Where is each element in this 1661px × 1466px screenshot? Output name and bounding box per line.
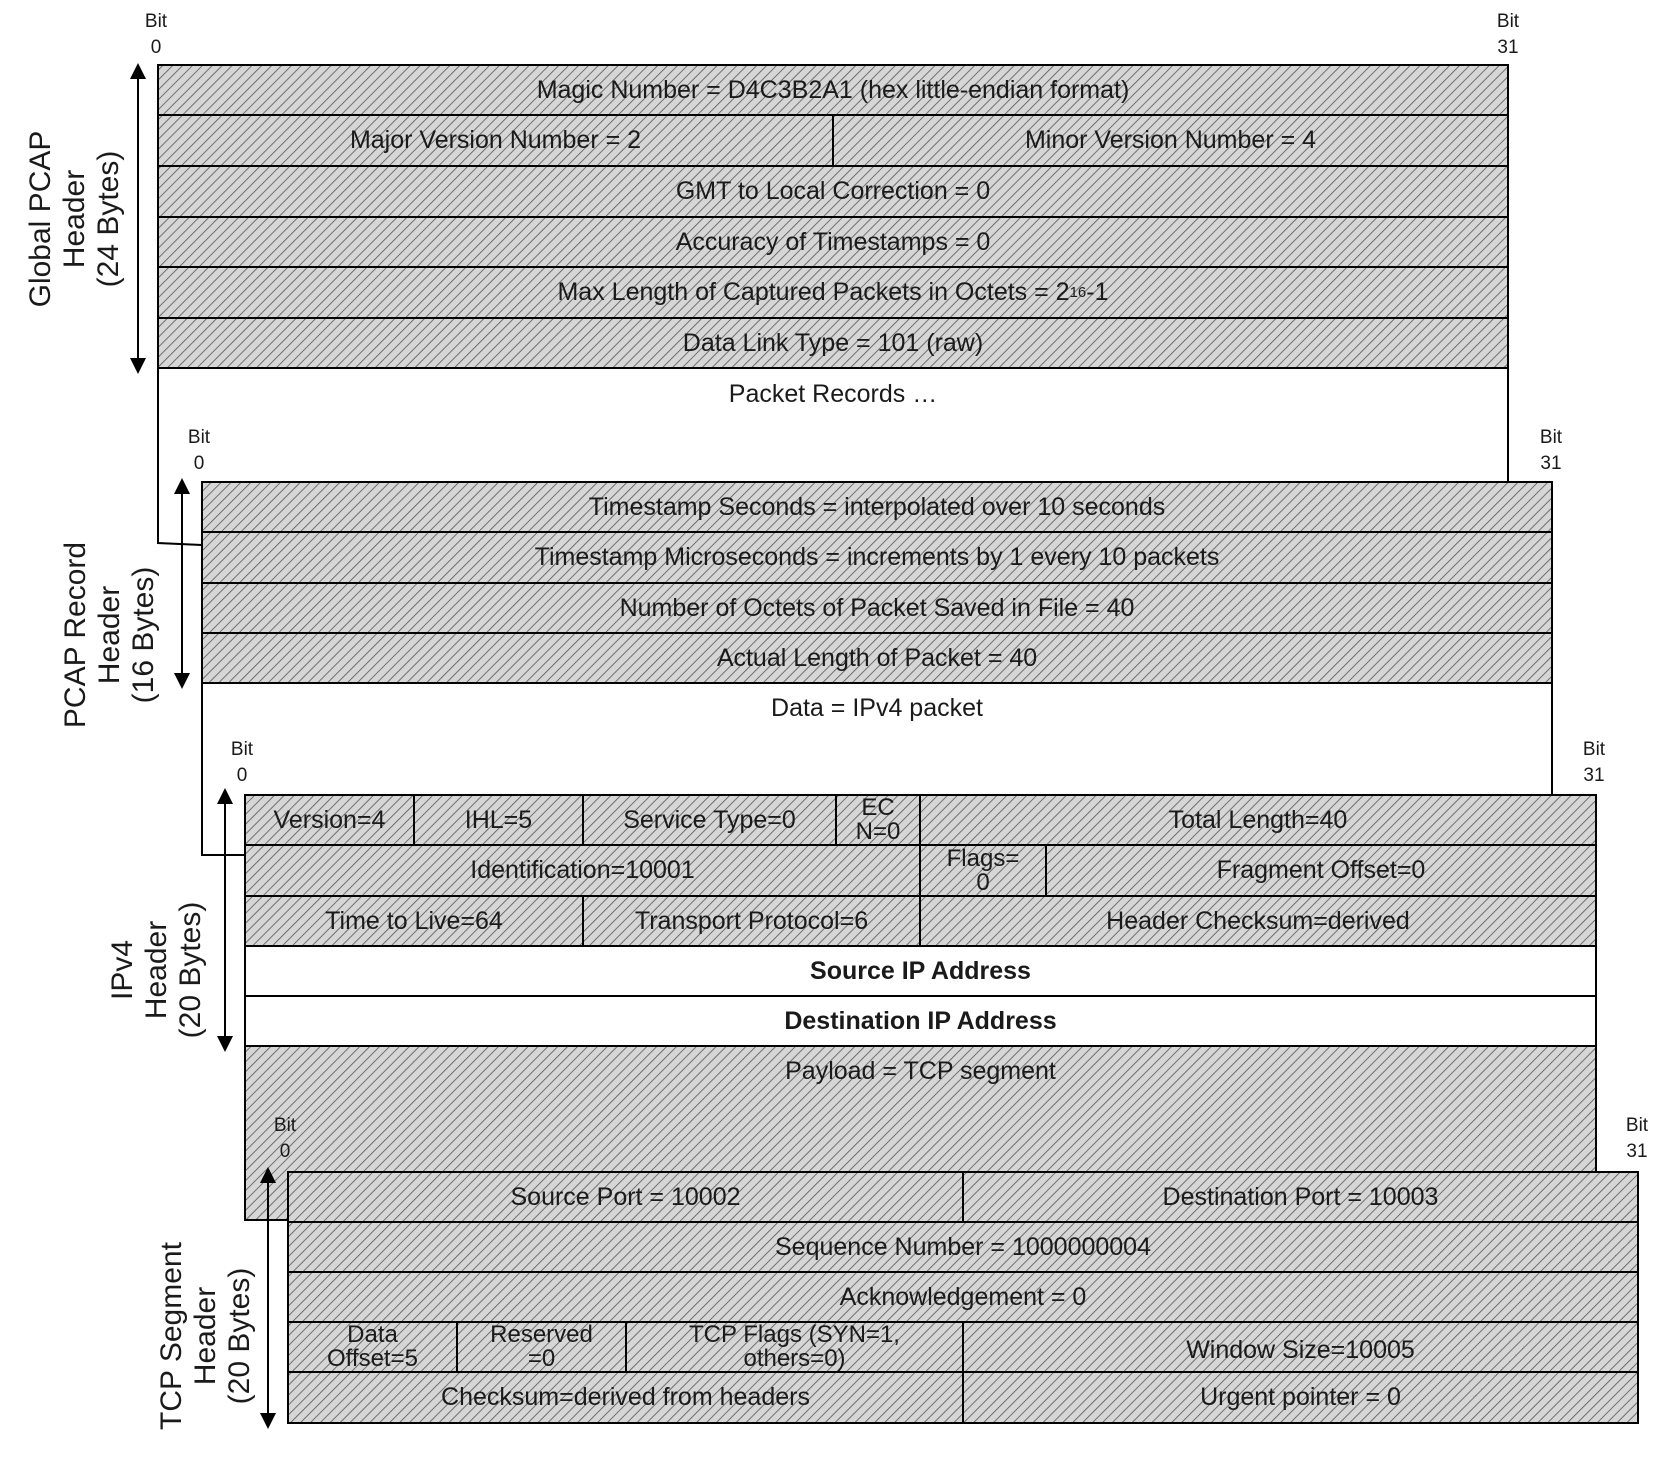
ip-fragment-offset-field: Fragment Offset=0	[1216, 856, 1426, 884]
record-bit-0-label: Bit 0	[187, 427, 211, 474]
timestamp-seconds-field: Timestamp Seconds = interpolated over 10 seconds	[588, 492, 1166, 521]
timestamp-microseconds-field: Timestamp Microseconds = increments by 1 every 10 packets	[534, 543, 1220, 571]
global-bit-31-label: Bit 31	[1496, 11, 1520, 58]
ip-ttl-field: Time to Live=64	[325, 906, 503, 935]
tcp-urgent-pointer-field: Urgent pointer = 0	[1200, 1383, 1401, 1411]
tcp-source-port-field: Source Port = 10002	[510, 1182, 741, 1211]
ip-version-field: Version=4	[273, 805, 386, 834]
actual-length-field: Actual Length of Packet = 40	[716, 643, 1038, 672]
tcp-bit-31-label: Bit 31	[1625, 1115, 1649, 1162]
max-length-field	[158, 267, 1508, 318]
ip-flags-field: Flags= 0	[946, 845, 1020, 896]
tcp-window-size-field: Window Size=10005	[1186, 1335, 1415, 1364]
tcp-header-side-label: TCP Segment Header (20 Bytes)	[155, 1242, 256, 1430]
ip-ihl-field: IHL=5	[464, 805, 533, 834]
tcp-destination-port-field: Destination Port = 10003	[1162, 1182, 1439, 1211]
ipv4-bit-0-label: Bit 0	[230, 739, 254, 786]
packet-records-label: Packet Records …	[728, 380, 938, 408]
tcp-flags-field: TCP Flags (SYN=1, others=0)	[689, 1322, 900, 1372]
ip-protocol-field: Transport Protocol=6	[634, 906, 869, 935]
global-header-side-label: Global PCAP Header (24 Bytes)	[24, 130, 125, 308]
ip-destination-address-field: Destination IP Address	[784, 1006, 1057, 1035]
ip-header-checksum-field: Header Checksum=derived	[1106, 906, 1410, 935]
ipv4-bit-31-label: Bit 31	[1582, 739, 1606, 786]
data-ipv4-packet-label: Data = IPv4 packet	[771, 694, 983, 722]
ipv4-header-side-label: IPv4 Header (20 Bytes)	[106, 901, 207, 1039]
data-link-type-field: Data Link Type = 101 (raw)	[682, 328, 984, 357]
tcp-sequence-number-field: Sequence Number = 1000000004	[775, 1232, 1151, 1261]
max-length-prefix: Max Length of Captured Packets in Octets = 2	[557, 278, 1070, 306]
tcp-checksum-field: Checksum=derived from headers	[441, 1383, 810, 1411]
global-bit-0-label: Bit 0	[144, 11, 168, 58]
ip-source-address-field: Source IP Address	[810, 956, 1031, 985]
ip-identification-field: Identification=10001	[470, 856, 695, 884]
tcp-acknowledgement-field: Acknowledgement = 0	[839, 1282, 1087, 1311]
gmt-correction-field: GMT to Local Correction = 0	[675, 177, 991, 205]
ip-total-length-field: Total Length=40	[1168, 805, 1348, 834]
record-header-side-label: PCAP Record Header (16 Bytes)	[59, 541, 160, 729]
ip-service-type-field: Service Type=0	[623, 805, 796, 834]
payload-tcp-segment-label: Payload = TCP segment	[785, 1057, 1056, 1085]
max-length-suffix: -1	[1086, 278, 1109, 306]
tcp-data-offset-field: Data Offset=5	[327, 1322, 418, 1372]
magic-number-field: Magic Number = D4C3B2A1 (hex little-endian format)	[536, 75, 1130, 104]
minor-version-field: Minor Version Number = 4	[1024, 126, 1317, 154]
max-length-exponent: 16	[1069, 283, 1087, 301]
timestamp-accuracy-field: Accuracy of Timestamps = 0	[675, 227, 991, 256]
record-bit-31-label: Bit 31	[1539, 427, 1563, 474]
ip-ecn-field: EC N=0	[855, 795, 901, 845]
tcp-bit-0-label: Bit 0	[273, 1115, 297, 1162]
saved-octets-field: Number of Octets of Packet Saved in File = 40	[619, 593, 1135, 622]
tcp-reserved-field: Reserved =0	[490, 1322, 593, 1372]
major-version-field: Major Version Number = 2	[349, 126, 642, 154]
